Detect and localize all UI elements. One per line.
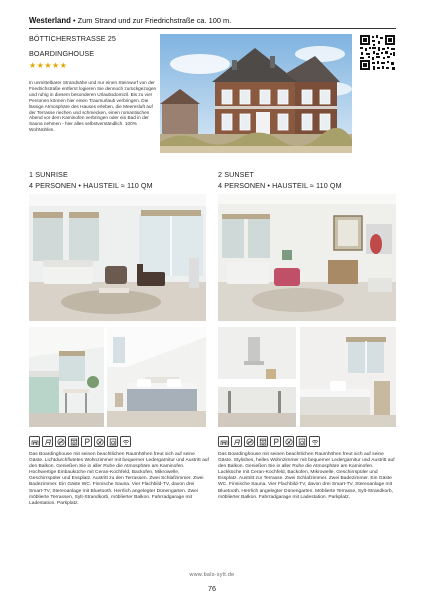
- wifi-icon: [309, 436, 320, 447]
- fireplace-icon: [29, 436, 40, 447]
- property-street: BÖTTICHERSTRASSE 25: [29, 34, 116, 43]
- apartment-1-description: Das Boardinghouse mit seinen beachtlichen Raumhöhen freut sich auf seine Gäste. Lichtdurchflutetes Wohnzimmer mit bequemer Ledergarnitur und Austritt auf den Balkon. Genießen Sie in aller Ruhe die Atmosphäre am Kaminofen. Hochwertige Einbauküche mit Ceran-Kochfeld, Backofen, Mikrowelle, Geschirrspüler und Essplatz. Austritt zu den Terrassen. Zwei Schlafzimmer. Zwei Badezimmer. Ein Gäste WC. Finnische Sauna. Vier Flachbild-TV, davon drei Smart-TV, Stereoanlage mit Bluetooth. Herrlich angelegter Dünengarten. Zwei möblierte Terrassen, Sylt-Strandkorb, möblierter Balkon. Fahrradgarage mit Ladestation. Parkplatz.: [29, 452, 209, 506]
- washing-machine-icon: [296, 436, 307, 447]
- no-smoking-icon: [244, 436, 255, 447]
- apartment-2-kitchen-photo: [218, 327, 296, 427]
- no-pets-icon: [94, 436, 105, 447]
- fireplace-icon: [218, 436, 229, 447]
- house-photo: [160, 34, 352, 153]
- beach-chair-icon: [231, 436, 242, 447]
- beach-chair-icon: [42, 436, 53, 447]
- apartment-2-description: Das Boardinghouse mit seinen beachtlichen Raumhöhen freut sich auf seine Gäste. Stylishes, helles Wohnzimmer mit bequemer Ledergarnitur und Austritt auf den Balkon. Genießen Sie in aller Ruhe die Atmosphäre am Kaminofen. Lackküche mit Ceran-Kochfeld, Backofen, Mikrowelle, Geschirrspüler und Essplatz. Austritt zur Terrasse. Zwei Schlafzimmer. Zwei Badezimmer. Ein Gäste WC. Finnische Sauna. Vier Flachbild-TV, davon drei Smart-TV, Stereoanlage mit Bluetooth. Herrlich angelegter Dünengarten. Möblierte Terrasse, Sylt-Strandkorb, möblierter Balkon. Fahrradgarage mit Ladestation. Parkplatz.: [218, 452, 395, 500]
- apartment-2-amenities: [218, 436, 320, 447]
- no-smoking-icon: [55, 436, 66, 447]
- washing-machine-icon: [107, 436, 118, 447]
- apartment-2-title: 2 SUNSET: [218, 170, 254, 179]
- page-number: 76: [208, 584, 216, 593]
- wifi-icon: [120, 436, 131, 447]
- apartment-1-amenities: [29, 436, 131, 447]
- qr-code[interactable]: [359, 34, 396, 71]
- no-pets-icon: [283, 436, 294, 447]
- apartment-1-bedroom-photo: [107, 327, 206, 427]
- apartment-1-title: 1 SUNRISE: [29, 170, 68, 179]
- apartment-2-living-room-photo: [218, 194, 396, 321]
- apartment-1-specs: 4 PERSONEN • HAUSTEIL ≈ 110 QM: [29, 181, 153, 190]
- apartment-2-bedroom-photo: [300, 327, 396, 427]
- apartment-1-living-room-photo: [29, 194, 206, 321]
- parking-icon: [270, 436, 281, 447]
- apartment-2-specs: 4 PERSONEN • HAUSTEIL ≈ 110 QM: [218, 181, 342, 190]
- parking-icon: [81, 436, 92, 447]
- dishwasher-icon: [68, 436, 79, 447]
- rating-stars: ★★★★★: [29, 61, 68, 70]
- page-header: [29, 16, 231, 25]
- dishwasher-icon: [257, 436, 268, 447]
- header-rule: [29, 28, 396, 29]
- property-intro: In unmittelbarer Strandnähe und nur einen Steinwurf von der Friedrichstraße entfernt logieren Sie dennoch zurückgezogen und ruhig in diesem besonderen Urlaubsdomizil. Bis zu vier Personen können hier einen Traumurlaub verbringen. Die lässige Atmosphäre des Hauses erleben, die Meeresluft auf der Terrasse riechen und schmecken, einen romantischen Abend vor dem Kaminofen verbringen oder ein Bad in der Sauna nehmen - hier alles selbstverständlich. 100% WohNühlen.: [29, 80, 157, 133]
- header-bullet: •: [72, 16, 76, 25]
- apartment-1-kitchen-photo: [29, 327, 104, 427]
- property-name: BOARDINGHOUSE: [29, 49, 95, 58]
- website-url[interactable]: www.bals-sylt.de: [189, 572, 235, 578]
- location-subtitle: Zum Strand und zur Friedrichstraße ca. 100 m.: [77, 16, 232, 25]
- location-title: Westerland: [29, 16, 71, 25]
